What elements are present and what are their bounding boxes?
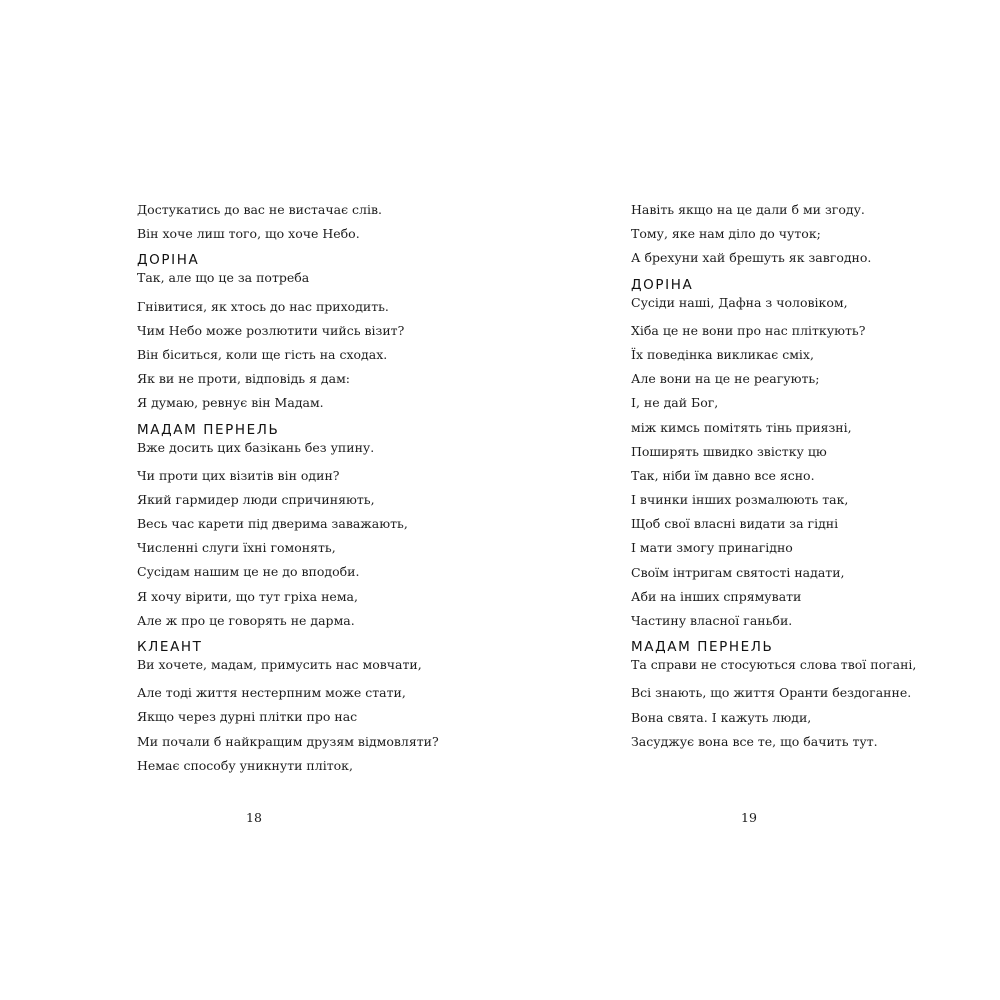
verse-line: Чи проти цих візитів він один? [137, 467, 340, 483]
speaker-name: МАДАМ ПЕРНЕЛЬ [631, 639, 774, 656]
verse-line: Навіть якщо на це дали б ми згоду. [631, 202, 865, 217]
verse-line: Поширять швидко звістку цю [631, 443, 827, 459]
verse-line: І мати змогу принагідно [631, 540, 793, 556]
speaker-name: КЛЕАНТ [137, 639, 203, 655]
verse-line: Вже досить цих базікань без упину. [137, 439, 375, 455]
verse-line: Та справи не стосуються слова твої погані, [631, 657, 917, 673]
verse-line: І, не дай Бог, [631, 395, 719, 411]
verse-block [137, 198, 457, 246]
verse-line: І вчинки інших розмалюють так, [631, 492, 849, 508]
speaker-name: ДОРІНА [137, 252, 200, 269]
verse-line: Сусідам нашим це не до вподоби. [137, 564, 360, 580]
verse-block [631, 637, 951, 754]
verse-line: Він біситься, коли ще гість на сходах. [137, 346, 388, 362]
verse-block [137, 637, 457, 778]
verse-line: Немає способу уникнути пліток, [137, 757, 353, 773]
verse-line: Тому, яке нам діло до чуток; [631, 226, 821, 242]
verse-line: Але тоді життя нестерпним може стати, [137, 685, 406, 701]
verse-block [137, 250, 457, 415]
verse-line: Так, але що це за потреба [137, 270, 310, 286]
verse-line: між кимсь помітять тінь приязні, [631, 419, 852, 435]
verse-line: Чим Небо може розлютити чийсь візит? [137, 322, 405, 338]
verse-line: Хіба це не вони про нас пліткують? [631, 322, 866, 338]
verse-block [137, 420, 457, 634]
verse-line: Сусіди наші, Дафна з чоловіком, [631, 294, 848, 310]
verse-line: Аби на інших спрямувати [631, 588, 802, 604]
verse-line: Як ви не проти, відповідь я дам: [137, 371, 351, 387]
verse-line: Ви хочете, мадам, примусить нас мовчати, [137, 657, 422, 672]
verse-line: Я думаю, ревнує він Мадам. [137, 395, 324, 411]
verse-line: Всі знають, що життя Оранти бездоганне. [631, 685, 912, 701]
speaker-name: ДОРІНА [631, 276, 694, 293]
verse-line: Який гармидер люди спричиняють, [137, 491, 375, 507]
verse-line: Але ж про це говорять не дарма. [137, 612, 355, 628]
verse-block [631, 198, 951, 271]
verse-line: Частину власної ганьби. [631, 613, 793, 628]
verse-line: Численні слуги їхні гомонять, [137, 540, 336, 556]
verse-line: Так, ніби їм давно все ясно. [631, 467, 815, 483]
verse-line: Ми почали б найкращим друзям відмовляти? [137, 733, 439, 749]
verse-line: Гнівитися, як хтось до нас приходить. [137, 298, 389, 314]
verse-line: Своїм інтригам святості надати, [631, 564, 845, 580]
verse-line: Достукатись до вас не вистачає слів. [137, 202, 382, 217]
verse-line: Він хоче лиш того, що хоче Небо. [137, 226, 360, 242]
speaker-name: МАДАМ ПЕРНЕЛЬ [137, 421, 280, 438]
right-page [631, 198, 951, 754]
verse-line: А брехуни хай брешуть як завгодно. [631, 250, 872, 266]
verse-line: Вона свята. І кажуть люди, [631, 709, 812, 725]
verse-block [631, 275, 951, 634]
page-number-left: 18 [246, 810, 262, 825]
page-number-right: 19 [741, 810, 757, 825]
verse-line: Я хочу вірити, що тут гріха нема, [137, 588, 358, 604]
left-page [137, 198, 457, 778]
verse-line: Весь час карети під дверима заважають, [137, 516, 408, 532]
verse-line: Але вони на це не реагують; [631, 371, 820, 387]
verse-line: Щоб свої власні видати за гідні [631, 516, 839, 532]
verse-line: Їх поведінка викликає сміх, [631, 346, 814, 362]
verse-line: Засуджує вона все те, що бачить тут. [631, 733, 878, 749]
verse-line: Якщо через дурні плітки про нас [137, 709, 358, 725]
